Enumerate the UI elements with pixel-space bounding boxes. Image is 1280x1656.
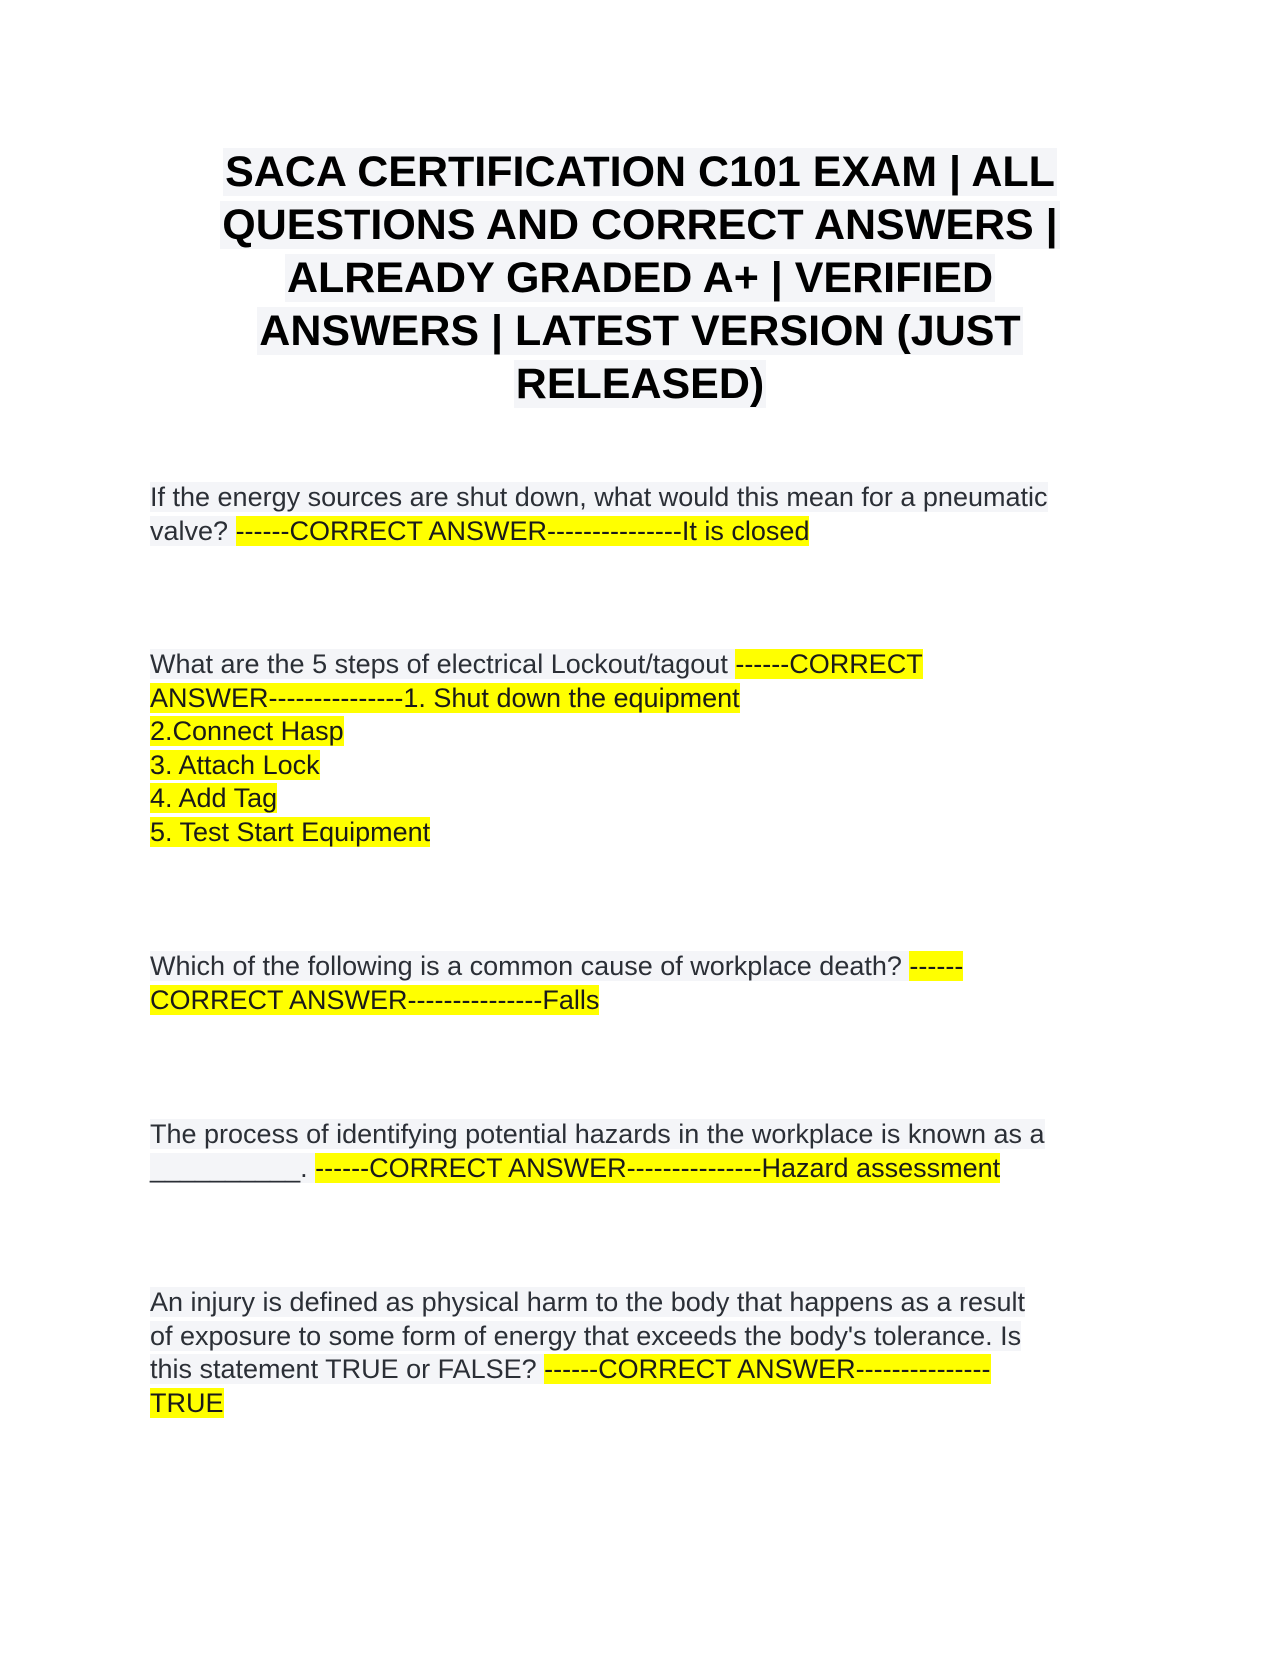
answer-highlight: ------CORRECT ANSWER---------------It is closed xyxy=(235,515,810,546)
qa-item xyxy=(150,1118,1130,1185)
title-line: RELEASED) xyxy=(515,360,765,408)
qa-line xyxy=(150,481,1130,515)
answer-highlight: 5. Test Start Equipment xyxy=(150,816,431,847)
qa-line xyxy=(150,648,1130,682)
qa-line xyxy=(150,1320,1130,1354)
qa-item xyxy=(150,648,1130,849)
title-line: SACA CERTIFICATION C101 EXAM | ALL xyxy=(225,148,1055,196)
qa-line xyxy=(150,515,1130,549)
answer-highlight: CORRECT ANSWER---------------Falls xyxy=(150,984,600,1015)
qa-item xyxy=(150,1286,1130,1420)
title-line: QUESTIONS AND CORRECT ANSWERS | xyxy=(222,201,1058,249)
qa-line xyxy=(150,682,1130,716)
answer-highlight: ------CORRECT ANSWER---------------Hazard assessment xyxy=(315,1152,1001,1183)
answer-highlight: ------CORRECT xyxy=(735,649,923,679)
qa-line xyxy=(150,984,1130,1018)
question-text: of exposure to some form of energy that exceeds the body's tolerance. Is xyxy=(150,1320,1022,1351)
qa-line xyxy=(150,1286,1130,1320)
qa-line xyxy=(150,816,1130,850)
qa-line xyxy=(150,715,1130,749)
qa-line xyxy=(150,1152,1130,1186)
answer-highlight: ------ xyxy=(909,951,964,981)
document-title xyxy=(150,146,1130,411)
question-text: Which of the following is a common cause of workplace death? xyxy=(150,951,910,981)
qa-line xyxy=(150,1118,1130,1152)
title-line: ANSWERS | LATEST VERSION (JUST xyxy=(259,307,1021,355)
answer-highlight: ANSWER---------------1. Shut down the equipment xyxy=(150,682,740,713)
qa-line xyxy=(150,950,1130,984)
qa-line xyxy=(150,749,1130,783)
answer-highlight: TRUE xyxy=(150,1387,224,1418)
question-text: __________. xyxy=(150,1152,316,1183)
answer-highlight: 3. Attach Lock xyxy=(150,749,320,780)
question-text: this statement TRUE or FALSE? xyxy=(150,1354,545,1384)
qa-item xyxy=(150,481,1130,548)
question-text: The process of identifying potential hazards in the workplace is known as a xyxy=(150,1119,1045,1149)
question-text: An injury is defined as physical harm to the body that happens as a result xyxy=(150,1287,1026,1317)
question-text: valve? xyxy=(150,515,236,546)
qa-item xyxy=(150,950,1130,1017)
answer-highlight: ------CORRECT ANSWER--------------- xyxy=(544,1354,991,1384)
title-line: ALREADY GRADED A+ | VERIFIED xyxy=(286,254,994,302)
answer-highlight: 4. Add Tag xyxy=(150,783,278,813)
question-text: If the energy sources are shut down, what would this mean for a pneumatic xyxy=(150,482,1048,512)
qa-line xyxy=(150,1387,1130,1421)
question-text: What are the 5 steps of electrical Lockout/tagout xyxy=(150,649,736,679)
answer-highlight: 2.Connect Hasp xyxy=(150,716,344,746)
qa-line xyxy=(150,1353,1130,1387)
qa-line xyxy=(150,782,1130,816)
